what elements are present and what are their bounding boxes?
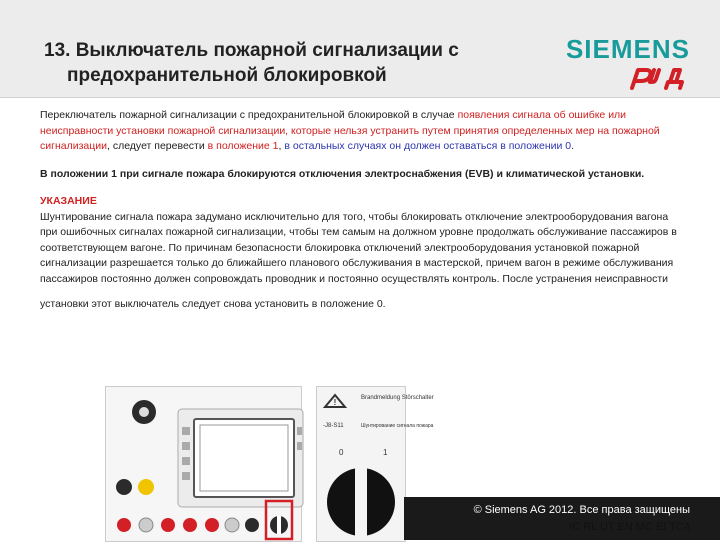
title-line-1: 13. Выключатель пожарной сигнализации с — [44, 40, 459, 61]
position-1-label: 1 — [383, 448, 388, 457]
p1-text-g: . — [571, 140, 575, 152]
black-button-icon — [116, 479, 132, 495]
switch-closeup-drawing — [317, 387, 434, 541]
switch-closeup-image — [316, 386, 434, 542]
slide-footer — [474, 502, 690, 536]
slide-title — [44, 38, 544, 88]
p1-text-position-1: в положение 1 — [207, 140, 279, 152]
paragraph-2: В положении 1 при сигнале пожара блокируются отключения электроснабжения (EVB) и климатической установки. — [40, 167, 645, 180]
p1-text-a: Переключатель пожарной сигнализации с предохранительной блокировкой в случае — [40, 109, 458, 121]
note-block — [40, 194, 680, 287]
p1-text-red: появления сигнала об ошибке или неисправности установки пожарной сигнализации, которые нельзя устранить путем принятия определенных мер на пожарной сигнализации — [40, 109, 660, 152]
yellow-button-icon — [138, 479, 154, 495]
rzd-logo-icon — [626, 64, 688, 90]
plate-label-top: Brandmeldung Störschalter — [361, 395, 434, 401]
control-panel-image — [105, 386, 302, 542]
siemens-logo: SIEMENS — [565, 34, 690, 64]
title-line-2: предохранительной блокировкой — [67, 65, 387, 86]
plate-tag: -J8-S11 — [323, 423, 344, 429]
control-panel-drawing — [106, 387, 301, 541]
red-button-icon — [117, 518, 131, 532]
svg-text:!: ! — [333, 398, 337, 407]
note-label: УКАЗАНИЕ — [40, 195, 97, 207]
p1-text-e: , — [278, 140, 285, 152]
copyright-text: © Siemens AG 2012. Все права защищены — [473, 504, 690, 516]
document-code: IC RL UT EN MC EI TC4 — [569, 521, 690, 533]
slide-header — [0, 0, 720, 98]
paragraph-1 — [40, 108, 680, 155]
p1-text-blue: в остальных случаях он должен оставаться в положении 0 — [284, 140, 572, 152]
slide-body — [40, 108, 680, 313]
position-0-label: 0 — [339, 448, 344, 457]
note-text: Шунтирование сигнала пожара задумано исключительно для того, чтобы блокировать отключение электрооборудования вагона при ошибочных сигналах пожарной сигнализации, чтобы тем самым на должном уровне продолжать обслуживание пассажиров в соответствующем вагоне. По причинам безопасности блокировка отключений электрооборудования установкой пожарной сигнализации разрешается только до ближайшего планового обслуживания в мастерской, причем вагон в режиме обслуживания пассажиров постоянно должен сопровождать проводник и постоянно осуществлять контроль. После устранения неисправности — [40, 210, 677, 285]
plate-label-ru: Шунтирование сигнала пожара — [361, 423, 434, 429]
p1-text-c: , следует перевести — [106, 140, 208, 152]
display-screen — [194, 419, 294, 497]
note-end: установки этот выключатель следует снова установить в положение 0. — [40, 298, 386, 310]
